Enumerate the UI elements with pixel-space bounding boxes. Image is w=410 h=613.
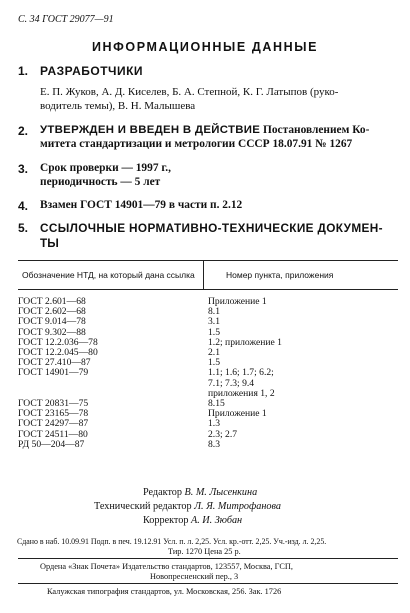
table-cell: ГОСТ 24297—87 — [18, 418, 89, 430]
table-cell: 2.1 — [208, 347, 220, 359]
table-cell: ГОСТ 12.2.036—78 — [18, 336, 98, 348]
imprint-line-2: Тир. 1270 Цена 25 р. — [168, 547, 241, 556]
printer-line: Калужская типография стандартов, ул. Московская, 256. Зак. 1726 — [47, 587, 282, 596]
imprint-line-1: Сдано в наб. 10.09.91 Подп. в печ. 19.12.91 Усл. п. л. 2,25. Усл. кр.-отт. 2,25. Уч.-изд. л. 2,25. — [17, 537, 327, 546]
table-cell: ГОСТ 27.410—87 — [18, 357, 91, 369]
section-1-line-2: водитель темы), В. Н. Малышева — [40, 100, 196, 112]
credit-editor-name: В. М. Лысенкина — [184, 487, 258, 498]
section-4-text: Взамен ГОСТ 14901—79 в части п. 2.12 — [40, 199, 243, 211]
section-2-line-1 — [40, 124, 369, 136]
table-cell — [18, 379, 98, 389]
table-header-rule — [18, 289, 398, 290]
table-cell: 1.5 — [208, 357, 220, 369]
section-5-heading-line-2: ТЫ — [40, 236, 59, 250]
table-cell: ГОСТ 2.601—68 — [18, 296, 86, 307]
credit-technical-editor-name: Л. Я. Митрофанова — [194, 501, 281, 512]
section-3-number: 3. — [18, 162, 29, 176]
table-column-clauses — [208, 297, 282, 450]
section-2-heading: УТВЕРЖДЕН И ВВЕДЕН В ДЕЙСТВИЕ — [40, 124, 261, 136]
table-cell: ГОСТ 23165—78 — [18, 408, 89, 420]
section-3-line-1: Срок проверки — 1997 г., — [40, 162, 171, 174]
credit-editor — [143, 487, 257, 498]
table-top-rule — [18, 260, 398, 261]
table-header-designation: Обозначение НТД, на который дана ссылка — [22, 270, 195, 280]
table-cell: ГОСТ 9.302—88 — [18, 326, 86, 338]
table-cell: 1.3 — [208, 418, 220, 430]
table-cell: 1.5 — [208, 326, 220, 338]
table-cell: Приложение 1 — [208, 408, 267, 420]
table-column-designations — [18, 297, 98, 450]
table-cell: ГОСТ 24511—80 — [18, 428, 88, 440]
table-cell: ГОСТ 2.602—68 — [18, 306, 86, 318]
publisher-line-1: Ордена «Знак Почета» Издательство стандартов, 123557, Москва, ГСП, — [40, 562, 293, 571]
table-cell: Приложение 1 — [208, 296, 267, 307]
page-title: ИНФОРМАЦИОННЫЕ ДАННЫЕ — [91, 40, 319, 54]
table-cell: 8.3 — [208, 438, 220, 450]
table-header-clause: Номер пункта, приложения — [226, 270, 334, 280]
table-cell: 2.3; 2.7 — [208, 428, 238, 440]
table-cell: 1.2; приложение 1 — [208, 336, 282, 348]
table-cell: ГОСТ 12.2.045—80 — [18, 347, 98, 359]
table-cell: 1.1; 1.6; 1.7; 6.2; — [208, 367, 274, 379]
table-cell: приложения 1, 2 — [208, 387, 275, 399]
section-1-line-1: Е. П. Жуков, А. Д. Киселев, Б. А. Степной, К. Г. Латыпов (руко- — [40, 86, 339, 98]
table-cell: 3.1 — [208, 316, 220, 328]
credit-proofreader-label: Корректор — [143, 515, 189, 526]
table-column-divider — [203, 261, 204, 289]
section-1-number: 1. — [18, 64, 29, 78]
section-5-number: 5. — [18, 221, 29, 235]
table-cell: 8.15 — [208, 398, 225, 410]
section-2-line-2: митета стандартизации и метрологии СССР 18.07.91 № 1267 — [40, 138, 353, 150]
table-cell: ГОСТ 9.014—78 — [18, 316, 86, 328]
section-3-line-2: периодичность — 5 лет — [40, 176, 161, 188]
page-header: С. 34 ГОСТ 29077—91 — [18, 14, 114, 25]
credit-proofreader-name: А. И. Зюбан — [190, 515, 243, 526]
section-2-line-1-rest: Постановлением Ко- — [260, 124, 370, 136]
publisher-line-2: Новопресненский пер., 3 — [150, 572, 239, 581]
table-cell: 8.1 — [208, 306, 220, 318]
credit-editor-label: Редактор — [143, 487, 182, 498]
table-cell: ГОСТ 14901—79 — [18, 367, 89, 379]
section-2-number: 2. — [18, 124, 29, 138]
credit-proofreader — [143, 515, 242, 526]
table-cell: 7.1; 7.3; 9.4 — [208, 377, 255, 389]
credit-technical-editor-label: Технический редактор — [94, 501, 192, 512]
table-cell: РД 50—204—87 — [18, 438, 85, 450]
credit-technical-editor — [94, 501, 281, 512]
section-5-heading-line-1: ССЫЛОЧНЫЕ НОРМАТИВНО-ТЕХНИЧЕСКИЕ ДОКУМЕН- — [40, 221, 383, 235]
section-4-number: 4. — [18, 199, 29, 213]
imprint-rule-top — [18, 558, 398, 559]
imprint-rule-bottom — [18, 583, 398, 584]
section-1-heading: РАЗРАБОТЧИКИ — [40, 64, 144, 78]
table-cell: ГОСТ 20831—75 — [18, 398, 89, 410]
